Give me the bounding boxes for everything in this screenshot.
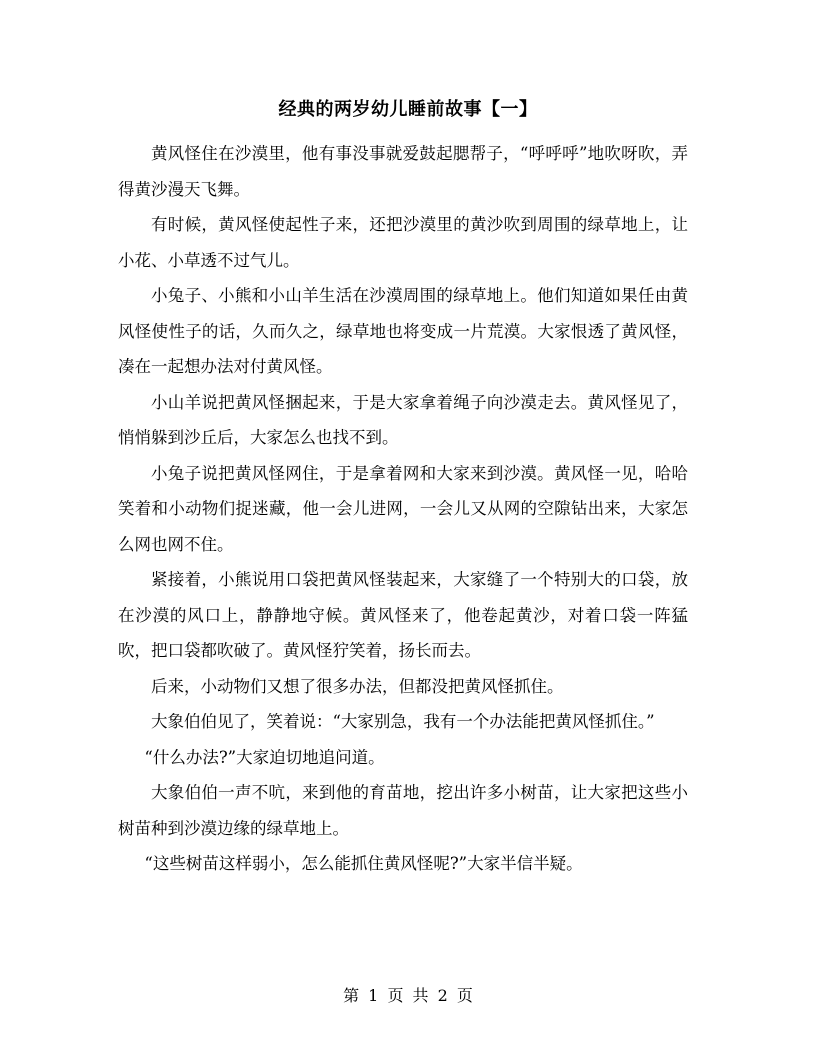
document-title: 经典的两岁幼儿睡前故事【一】 bbox=[278, 99, 538, 120]
paragraph: 小山羊说把黄风怪捆起来，于是大家拿着绳子向沙漠走去。黄风怪见了，悄悄躲到沙丘后，大家怎么也找不到。 bbox=[118, 392, 688, 447]
paragraph: 小兔子、小熊和小山羊生活在沙漠周围的绿草地上。他们知道如果任由黄风怪使性子的话，久而久之，绿草地也将变成一片荒漠。大家恨透了黄风怪，凑在一起想办法对付黄风怪。 bbox=[118, 286, 688, 376]
paragraph: 小兔子说把黄风怪网住，于是拿着网和大家来到沙漠。黄风怪一见，哈哈笑着和小动物们捉迷藏，他一会儿进网，一会儿又从网的空隙钻出来，大家怎么网也网不住。 bbox=[118, 463, 688, 554]
paragraph: “什么办法?”大家迫切地追问道。 bbox=[144, 747, 385, 767]
paragraph: 有时候，黄风怪使起性子来，还把沙漠里的黄沙吹到周围的绿草地上，让小花、小草透不过气儿。 bbox=[118, 215, 688, 270]
paragraph: 后来，小动物们又想了很多办法，但都没把黄风怪抓住。 bbox=[151, 676, 564, 696]
document-body bbox=[118, 136, 688, 882]
paragraph: “这些树苗这样弱小，怎么能抓住黄风怪呢?”大家半信半疑。 bbox=[144, 854, 583, 873]
paragraph: 大象伯伯一声不吭，来到他的育苗地，挖出许多小树苗，让大家把这些小树苗种到沙漠边缘的绿草地上。 bbox=[118, 783, 688, 838]
page-number: 第 1 页 共 2 页 bbox=[343, 986, 473, 1005]
paragraph: 紧接着，小熊说用口袋把黄风怪装起来，大家缝了一个特别大的口袋，放在沙漠的风口上，静静地守候。黄风怪来了，他卷起黄沙，对着口袋一阵猛吹，把口袋都吹破了。黄风怪狞笑着，扬长而去。 bbox=[118, 570, 688, 660]
paragraph: 黄风怪住在沙漠里，他有事没事就爱鼓起腮帮子，“呼呼呼”地吹呀吹，弄得黄沙漫天飞舞。 bbox=[118, 144, 688, 199]
paragraph: 大象伯伯见了，笑着说：“大家别急，我有一个办法能把黄风怪抓住。” bbox=[151, 712, 655, 731]
